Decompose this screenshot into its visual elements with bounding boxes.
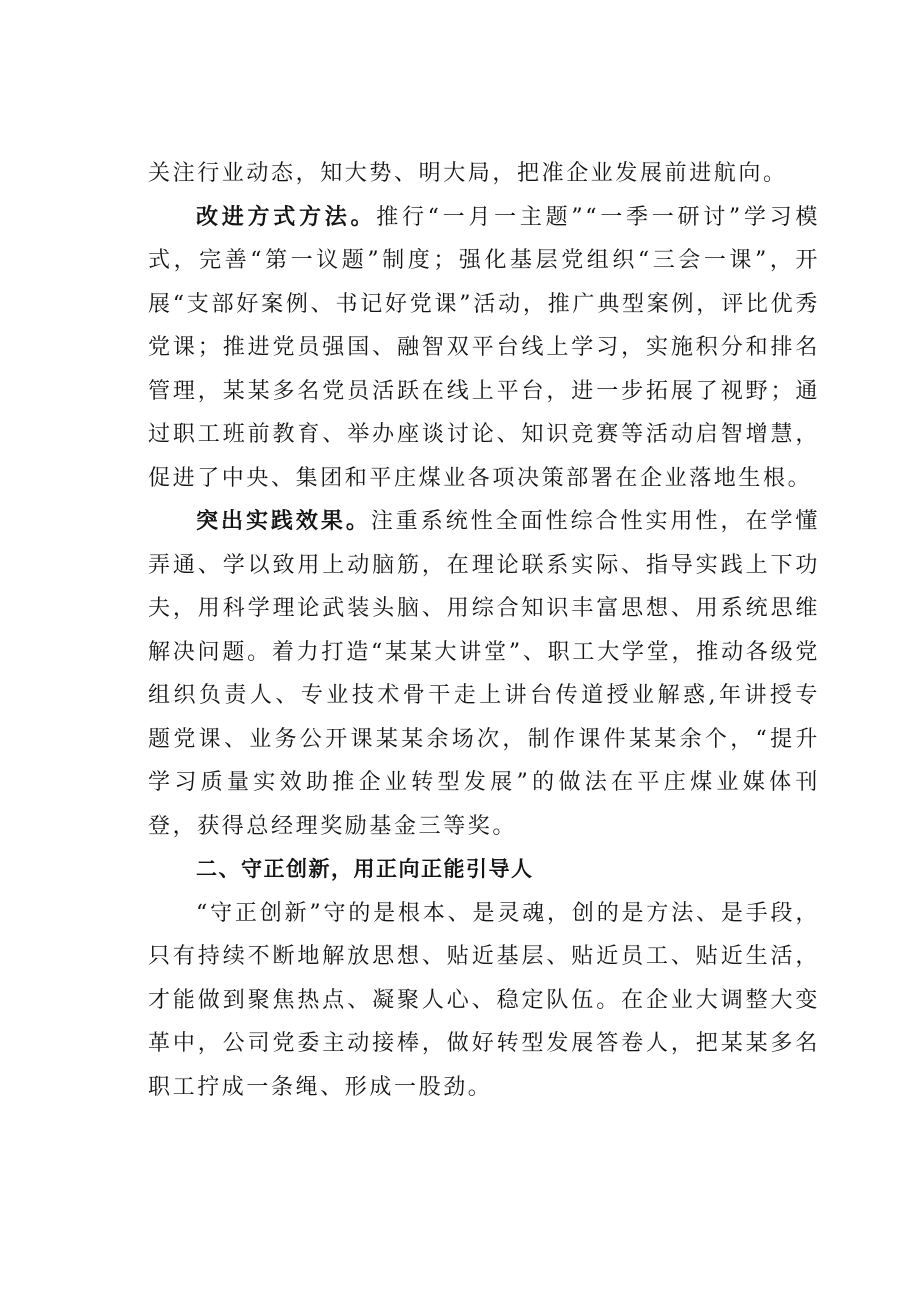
paragraph-text: “守正创新”守的是根本、是灵魂，创的是方法、是手段，只有持续不断地解放思想、贴近基层、贴近员工、贴近生活，才能做到聚焦热点、凝聚人心、稳定队伍。在企业大调整大变革中，公司党委主动接棒，做好转型发展答卷人，把某某多名职工拧成一条绳、形成一股劲。 xyxy=(148,900,820,1100)
paragraph-text: 注重系统性全面性综合性实用性，在学懂弄通、学以致用上动脑筋，在理论联系实际、指导实践上下功夫，用科学理论武装头脑、用综合知识丰富思想、用系统思维解决问题。着力打造“某某大讲堂”、职工大学堂，推动各级党组织负责人、专业技术骨干走上讲台传道授业解惑,年讲授专题党课、业务公开课某某余场次，制作课件某某余个，“提升学习质量实效助推企业转型发展”的做法在平庄煤业媒体刊登，获得总经理奖励基金三等奖。 xyxy=(148,509,820,839)
paragraph-innovation xyxy=(148,892,820,1110)
paragraph-lead-heading: 突出实践效果。 xyxy=(196,508,371,534)
paragraph-text: 关注行业动态，知大势、明大局，把准企业发展前进航向。 xyxy=(148,161,788,186)
paragraph-continuation xyxy=(148,152,820,196)
paragraph-text: 推行“一月一主题”“一季一研讨”学习模式，完善“第一议题”制度；强化基层党组织“三会一课”，开展“支部好案例、书记好党课”活动，推广典型案例，评比优秀党课；推进党员强国、融智双平台线上学习，实施积分和排名管理，某某多名党员活跃在线上平台，进一步拓展了视野；通过职工班前教育、举办座谈讨论、知识竞赛等活动启智增慧，促进了中央、集团和平庄煤业各项决策部署在企业落地生根。 xyxy=(148,204,821,491)
section-heading: 二、守正创新，用正向正能引导人 xyxy=(196,857,534,881)
paragraph-improve-methods xyxy=(148,196,820,501)
document-page xyxy=(148,152,820,1109)
paragraph-practice-effect xyxy=(148,500,820,848)
paragraph-lead-heading: 改进方式方法。 xyxy=(196,203,377,230)
